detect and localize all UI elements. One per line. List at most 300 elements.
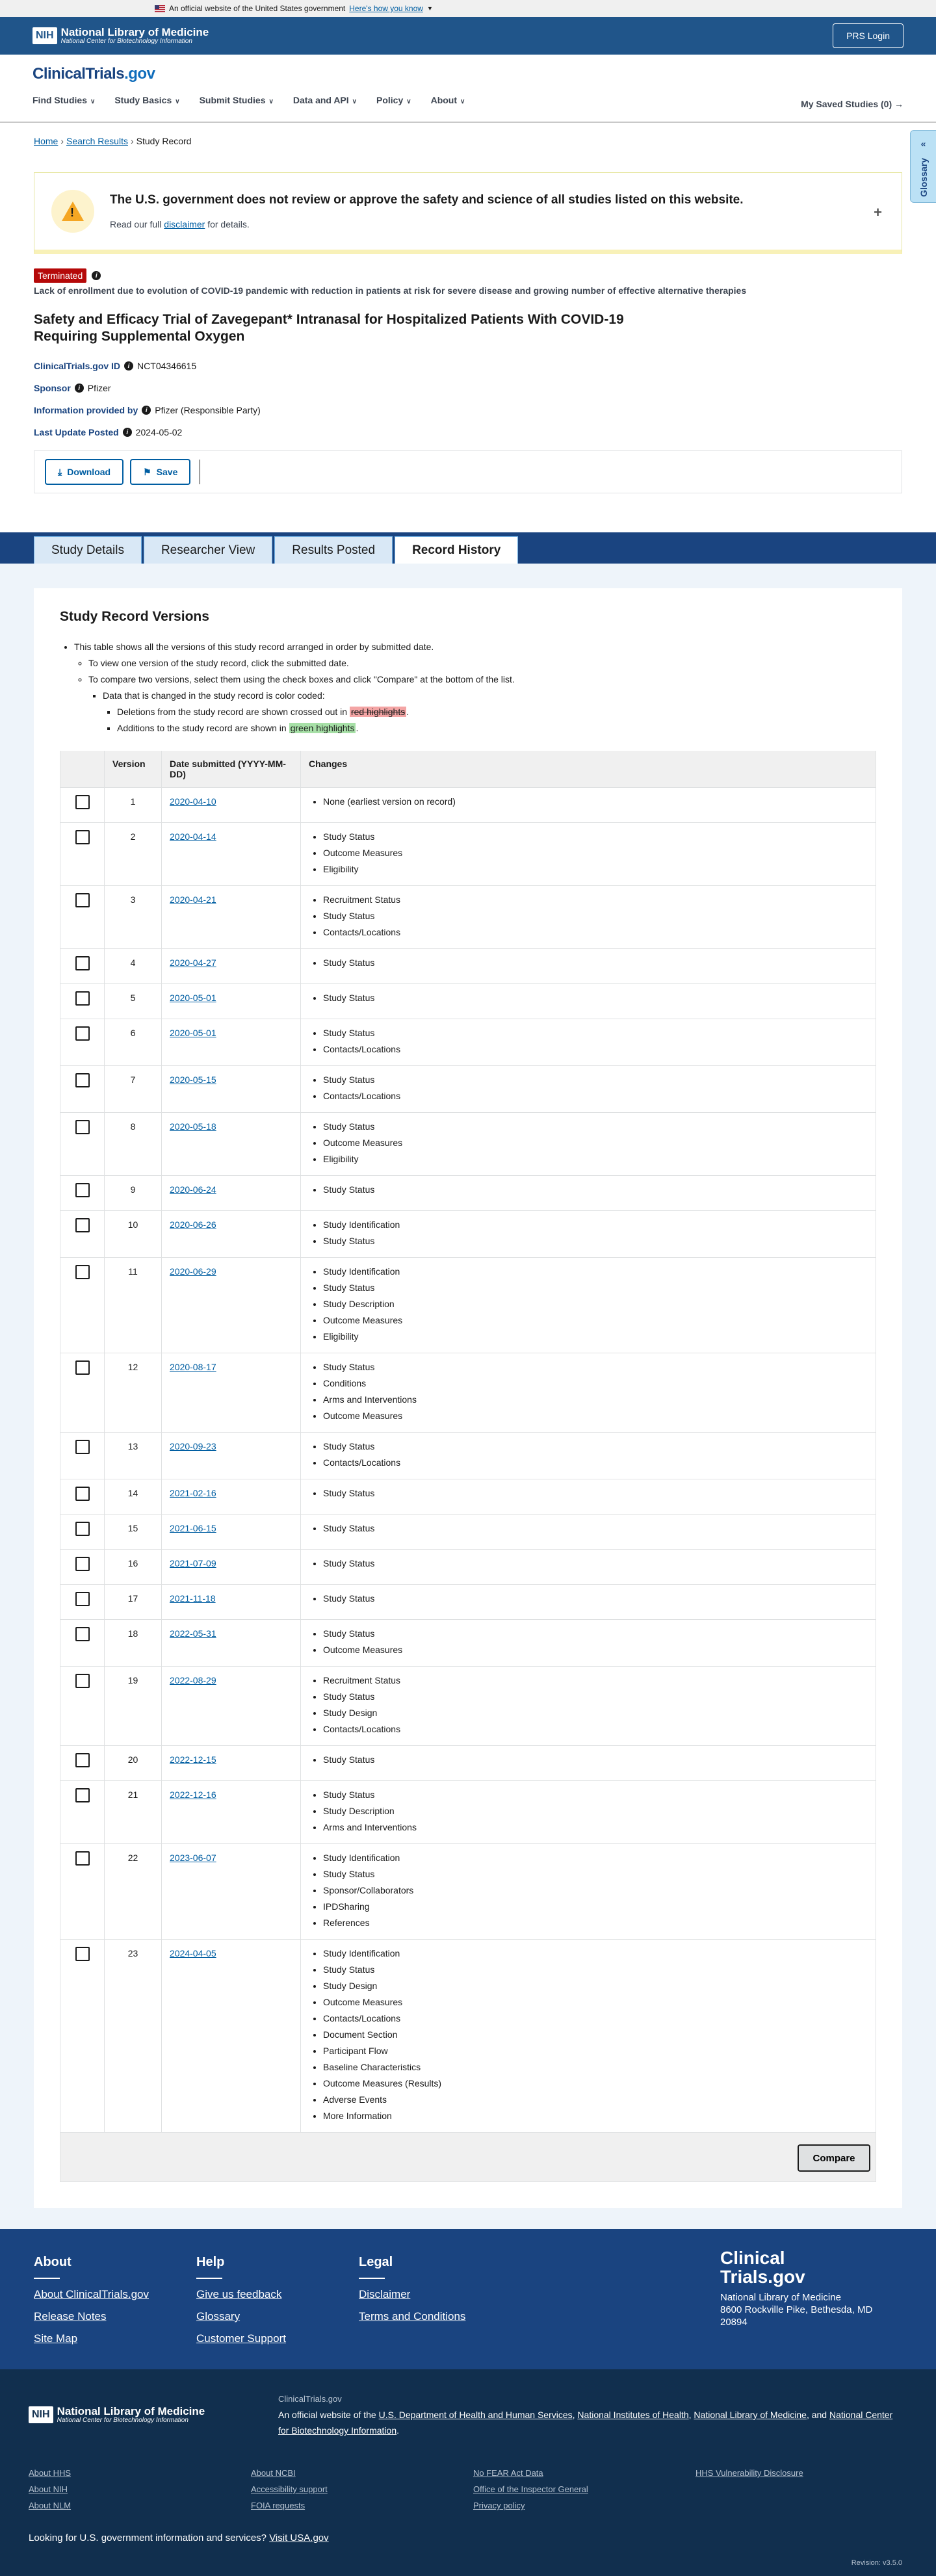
breadcrumb (0, 123, 936, 146)
date-cell (162, 949, 301, 984)
change-item: • Study Identification (323, 1850, 868, 1866)
version-date-link[interactable]: 2020-06-26 (170, 1219, 216, 1230)
status-badge: Terminated (34, 268, 86, 283)
version-number: 15 (105, 1515, 162, 1550)
version-date-link[interactable]: 2020-05-01 (170, 1028, 216, 1038)
usagov-line (29, 2532, 907, 2543)
table-row (60, 886, 876, 949)
version-checkbox[interactable] (75, 893, 90, 907)
breadcrumb-separator: › (130, 136, 134, 146)
table-row (60, 1940, 876, 2133)
change-item: • Study Status (323, 1787, 868, 1803)
version-date-link[interactable]: 2020-05-15 (170, 1074, 216, 1085)
footer-link[interactable]: Give us feedback (196, 2288, 282, 2300)
ncbi-subtitle: National Center for Biotechnology Information (60, 38, 192, 45)
green-highlight-sample: green highlights (290, 723, 355, 733)
compare-bar (60, 2133, 876, 2182)
version-checkbox[interactable] (75, 1487, 90, 1501)
download-icon: ⤓ (58, 466, 62, 477)
change-item: • Study Description (323, 1803, 868, 1819)
change-item: • Study Status (323, 1520, 868, 1537)
tab-study-details[interactable]: Study Details (34, 536, 142, 564)
about-ncbi-link[interactable]: About NCBI (251, 2468, 296, 2478)
nlm-logo[interactable] (32, 27, 209, 45)
version-number: 1 (105, 788, 162, 823)
version-checkbox[interactable] (75, 1265, 90, 1279)
version-checkbox[interactable] (75, 1753, 90, 1767)
chevron-down-icon: ∨ (460, 98, 465, 105)
change-item: • Participant Flow (323, 2043, 868, 2059)
date-cell (162, 788, 301, 823)
info-icon[interactable]: i (124, 361, 133, 371)
versions-table-body (60, 788, 876, 2133)
footer-link[interactable]: Site Map (34, 2332, 78, 2345)
change-item: • Outcome Measures (323, 1312, 868, 1329)
change-item: • Outcome Measures (323, 845, 868, 861)
version-date-link[interactable]: 2021-02-16 (170, 1488, 216, 1498)
last-update-value: 2024-05-02 (135, 427, 183, 437)
change-item: • IPDSharing (323, 1899, 868, 1915)
color-text: Data that is changed in the study record is color coded: (103, 690, 325, 701)
glossary-tab[interactable] (910, 130, 936, 203)
change-item: • Arms and Interventions (323, 1819, 868, 1836)
usagov-link[interactable]: Visit USA.gov (269, 2532, 329, 2543)
changes-cell (301, 1585, 876, 1620)
version-number: 10 (105, 1211, 162, 1258)
date-cell (162, 1781, 301, 1844)
instruction-additions: ▪ Additions to the study record are shown in green highlights . (117, 720, 876, 736)
row-checkbox-cell (60, 1353, 105, 1433)
table-row (60, 1211, 876, 1258)
table-row (60, 949, 876, 984)
sponsor-value: Pfizer (87, 383, 111, 393)
chevron-down-icon: ∨ (268, 98, 274, 105)
date-cell (162, 1019, 301, 1066)
row-checkbox-cell (60, 1940, 105, 2133)
change-item: • Document Section (323, 2027, 868, 2043)
changes-cell (301, 1515, 876, 1550)
row-checkbox-cell (60, 1176, 105, 1211)
record-versions-card (34, 588, 902, 2208)
usagov-text: Looking for U.S. government information and services? (29, 2532, 267, 2543)
version-date-link[interactable]: 2020-04-27 (170, 957, 216, 968)
changes-cell (301, 1353, 876, 1433)
version-checkbox[interactable] (75, 1120, 90, 1134)
version-number: 17 (105, 1585, 162, 1620)
download-button[interactable] (45, 459, 124, 485)
nav-study-basics[interactable] (114, 95, 179, 105)
versions-table (60, 751, 876, 2133)
brand-gov: .gov (124, 65, 155, 83)
tab-researcher-view[interactable]: Researcher View (144, 536, 272, 564)
nav-find-studies[interactable] (32, 95, 95, 105)
changes-cell (301, 1479, 876, 1515)
version-number: 2 (105, 823, 162, 886)
version-date-link[interactable]: 2022-05-31 (170, 1628, 216, 1639)
changes-cell (301, 1940, 876, 2133)
change-item: • Study Design (323, 1705, 868, 1721)
vulnerability-disclosure-link[interactable]: HHS Vulnerability Disclosure (696, 2468, 803, 2478)
version-date-link[interactable]: 2022-12-16 (170, 1789, 216, 1800)
version-checkbox[interactable] (75, 1627, 90, 1641)
version-date-link[interactable]: 2022-08-29 (170, 1675, 216, 1685)
table-row (60, 1746, 876, 1781)
breadcrumb-home[interactable]: Home (34, 136, 58, 146)
version-date-link[interactable]: 2020-08-17 (170, 1362, 216, 1372)
changes-cell (301, 1176, 876, 1211)
heres-how-you-know-link[interactable]: Here's how you know (349, 4, 423, 13)
date-cell (162, 1515, 301, 1550)
date-cell (162, 1433, 301, 1479)
changes-cell (301, 984, 876, 1019)
footer-help (196, 2255, 359, 2354)
version-date-link[interactable]: 2022-12-15 (170, 1754, 216, 1765)
nih-logo-mark: NIH (32, 27, 57, 44)
ncbi-subtitle: National Center for Biotechnology Information (57, 2417, 188, 2424)
row-checkbox-cell (60, 1844, 105, 1940)
row-checkbox-cell (60, 1479, 105, 1515)
change-item: • Study Status (323, 829, 868, 845)
save-button[interactable] (130, 459, 190, 485)
footer-logo-line1: Clinical (720, 2248, 785, 2268)
bookmark-icon: ⚑ (143, 466, 151, 477)
compare-button[interactable]: Compare (798, 2144, 870, 2172)
version-checkbox[interactable] (75, 830, 90, 844)
study-header (0, 254, 936, 437)
version-checkbox[interactable] (75, 1360, 90, 1375)
version-number: 4 (105, 949, 162, 984)
version-checkbox[interactable] (75, 956, 90, 970)
breadcrumb-current: Study Record (136, 136, 192, 146)
table-row (60, 1781, 876, 1844)
version-date-link[interactable]: 2020-04-21 (170, 894, 216, 905)
date-cell (162, 1479, 301, 1515)
info-icon[interactable]: i (142, 406, 151, 415)
footer-logo[interactable] (720, 2248, 872, 2286)
change-item: • None (earliest version on record) (323, 794, 868, 810)
instruction-deletions: ▪ Deletions from the study record are shown crossed out in red highlights . (117, 704, 876, 720)
version-date-link[interactable]: 2021-06-15 (170, 1523, 216, 1533)
accessibility-link[interactable]: Accessibility support (251, 2484, 328, 2494)
version-checkbox[interactable] (75, 1183, 90, 1197)
version-checkbox[interactable] (75, 1073, 90, 1087)
saved-label: My Saved Studies (0) (801, 99, 892, 109)
change-item: • Study Identification (323, 1217, 868, 1233)
sponsor-label: Sponsor (34, 383, 71, 393)
change-item: • Outcome Measures (323, 1642, 868, 1658)
info-icon[interactable]: i (75, 384, 84, 393)
table-row (60, 1844, 876, 1940)
row-checkbox-cell (60, 1746, 105, 1781)
additions-text: Additions to the study record are shown in (117, 723, 287, 733)
row-checkbox-cell (60, 1113, 105, 1176)
row-checkbox-cell (60, 788, 105, 823)
change-item: • Contacts/Locations (323, 1721, 868, 1737)
disclaimer-alert (34, 172, 902, 254)
breadcrumb-search-results[interactable]: Search Results (66, 136, 128, 146)
changes-cell (301, 949, 876, 984)
alert-text-before: Read our full (110, 219, 162, 229)
change-item: • Study Status (323, 990, 868, 1006)
brand-ct: ClinicalTrials (32, 65, 125, 83)
change-item: • Recruitment Status (323, 1672, 868, 1689)
version-number: 8 (105, 1113, 162, 1176)
row-checkbox-cell (60, 1585, 105, 1620)
nav-label: Data and API (292, 95, 349, 105)
version-date-link[interactable]: 2021-11-18 (170, 1593, 216, 1604)
footer-site-name: ClinicalTrials.gov (278, 2394, 342, 2404)
version-number: 18 (105, 1620, 162, 1667)
footer-agency-links (29, 2468, 907, 2510)
nav-label: About (430, 95, 458, 105)
date-cell (162, 1176, 301, 1211)
version-number: 3 (105, 886, 162, 949)
footer-link[interactable]: Glossary (196, 2310, 240, 2322)
change-item: • Outcome Measures (323, 1994, 868, 2010)
version-checkbox[interactable] (75, 1218, 90, 1232)
about-nih-link[interactable]: About NIH (29, 2484, 68, 2494)
version-number: 20 (105, 1746, 162, 1781)
nlm-link[interactable]: National Library of Medicine (694, 2410, 807, 2420)
version-number: 16 (105, 1550, 162, 1585)
why-stopped: Lack of enrollment due to evolution of COVID-19 pandemic with reduction in patients at risk for severe disease and growing number of effective alternative therapies (34, 285, 747, 296)
change-item: • Outcome Measures (323, 1135, 868, 1151)
table-row (60, 1585, 876, 1620)
ncbi-link[interactable]: National Center for Biotechnology Information (278, 2410, 893, 2436)
footer-nlm-logo[interactable] (29, 2391, 278, 2438)
info-provided-value: Pfizer (Responsible Party) (155, 405, 261, 415)
instruction-view: ◦ To view one version of the study record, click the submitted date. (88, 655, 876, 671)
date-cell (162, 1353, 301, 1433)
nih-link[interactable]: National Institutes of Health (577, 2410, 689, 2420)
version-date-link[interactable]: 2020-06-29 (170, 1266, 216, 1277)
change-item: • Study Status (323, 1438, 868, 1455)
change-item: • Study Status (323, 1555, 868, 1572)
nav-label: Policy (376, 95, 404, 105)
breadcrumb-separator: › (60, 136, 64, 146)
and-text: and (811, 2410, 827, 2420)
disclaimer-link[interactable]: disclaimer (164, 219, 205, 229)
row-checkbox-cell (60, 1620, 105, 1667)
row-checkbox-cell (60, 1258, 105, 1353)
footer-link[interactable]: Customer Support (196, 2332, 286, 2345)
last-update-label: Last Update Posted (34, 427, 119, 437)
change-item: • Contacts/Locations (323, 1041, 868, 1058)
privacy-policy-link[interactable]: Privacy policy (473, 2501, 525, 2510)
tab-record-history[interactable]: Record History (395, 536, 518, 564)
no-fear-act-link[interactable]: No FEAR Act Data (473, 2468, 543, 2478)
date-cell (162, 1585, 301, 1620)
nav-about[interactable] (431, 95, 465, 105)
version-checkbox[interactable] (75, 1440, 90, 1454)
version-date-link[interactable]: 2020-06-24 (170, 1184, 216, 1195)
change-item: • Study Status (323, 1025, 868, 1041)
change-item: • Study Status (323, 1119, 868, 1135)
info-provided-label: Information provided by (34, 405, 138, 415)
date-cell (162, 984, 301, 1019)
version-date-link[interactable]: 2020-05-18 (170, 1121, 216, 1132)
change-item: • Contacts/Locations (323, 2010, 868, 2027)
alert-title: The U.S. government does not review or approve the safety and science of all studies listed on this website. (110, 193, 744, 207)
info-icon[interactable]: i (92, 271, 101, 280)
table-row (60, 1479, 876, 1515)
footer-link[interactable]: Disclaimer (359, 2288, 411, 2300)
version-checkbox[interactable] (75, 1026, 90, 1041)
date-cell (162, 1113, 301, 1176)
changes-cell (301, 1844, 876, 1940)
address-line: 8600 Rockville Pike, Bethesda, MD (720, 2304, 873, 2315)
nav-label: Study Basics (114, 95, 172, 105)
table-row (60, 1066, 876, 1113)
info-icon[interactable]: i (123, 428, 132, 437)
change-item: • Outcome Measures (Results) (323, 2075, 868, 2092)
version-number: 11 (105, 1258, 162, 1353)
about-nlm-link[interactable]: About NLM (29, 2501, 72, 2510)
version-number: 23 (105, 1940, 162, 2133)
nav-label: Find Studies (32, 95, 87, 105)
change-item: • Contacts/Locations (323, 1455, 868, 1471)
changes-cell (301, 886, 876, 949)
nav-label: Submit Studies (199, 95, 266, 105)
nih-logo-mark: NIH (29, 2406, 53, 2423)
date-cell (162, 1550, 301, 1585)
change-item: • Study Status (323, 1962, 868, 1978)
change-item: • Eligibility (323, 1329, 868, 1345)
gov-banner-text: An official website of the United States government (169, 4, 346, 13)
row-checkbox-cell (60, 823, 105, 886)
action-bar (34, 450, 902, 493)
date-cell (162, 1746, 301, 1781)
expand-plus-icon[interactable]: + (874, 204, 882, 220)
change-item: • Study Status (323, 1866, 868, 1882)
version-checkbox[interactable] (75, 795, 90, 809)
hhs-link[interactable]: U.S. Department of Health and Human Services (378, 2410, 573, 2420)
footer-legal-title: Legal (359, 2255, 521, 2279)
version-checkbox[interactable] (75, 1851, 90, 1866)
my-saved-studies-link[interactable] (801, 99, 904, 109)
table-row (60, 1176, 876, 1211)
change-item: • Eligibility (323, 1151, 868, 1167)
row-checkbox-cell (60, 1781, 105, 1844)
date-cell (162, 1940, 301, 2133)
change-item: • Study Design (323, 1978, 868, 1994)
version-date-link[interactable]: 2020-05-01 (170, 993, 216, 1003)
version-number: 13 (105, 1433, 162, 1479)
footer-legal (359, 2255, 521, 2354)
change-item: • More Information (323, 2108, 868, 2124)
version-number: 21 (105, 1781, 162, 1844)
nlm-title: National Library of Medicine (60, 26, 209, 38)
version-date-link[interactable]: 2020-04-10 (170, 796, 216, 807)
change-item: • Conditions (323, 1375, 868, 1392)
glossary-label: Glossary (918, 158, 929, 197)
nav-policy[interactable] (376, 95, 411, 105)
table-row (60, 823, 876, 886)
nlm-title: National Library of Medicine (57, 2405, 205, 2417)
chevron-down-icon: ∨ (90, 98, 96, 105)
content-area (0, 564, 936, 2229)
change-item: • Study Description (323, 1296, 868, 1312)
row-checkbox-cell (60, 1066, 105, 1113)
footer-link[interactable]: Terms and Conditions (359, 2310, 466, 2322)
change-item: • Study Status (323, 1689, 868, 1705)
about-hhs-link[interactable]: About HHS (29, 2468, 72, 2478)
gov-banner (0, 0, 936, 17)
empty-cell (696, 2484, 918, 2494)
table-row (60, 1550, 876, 1585)
change-item: • Study Status (323, 908, 868, 924)
version-number: 9 (105, 1176, 162, 1211)
date-cell (162, 1667, 301, 1746)
changes-header: Changes (301, 751, 876, 788)
changes-cell (301, 1667, 876, 1746)
prs-login-button[interactable]: PRS Login (833, 23, 904, 48)
footer-logo-line2: Trials.gov (720, 2267, 805, 2287)
footer-link[interactable]: Release Notes (34, 2310, 107, 2322)
table-row (60, 1353, 876, 1433)
change-item: • Contacts/Locations (323, 1088, 868, 1104)
date-cell (162, 886, 301, 949)
date-cell (162, 1066, 301, 1113)
site-logo[interactable] (32, 55, 904, 83)
table-row (60, 1113, 876, 1176)
changes-cell (301, 1258, 876, 1353)
date-header: Date submitted (YYYY-MM-DD) (162, 751, 301, 788)
changes-cell (301, 1113, 876, 1176)
version-checkbox[interactable] (75, 1522, 90, 1536)
row-checkbox-cell (60, 1019, 105, 1066)
version-checkbox[interactable] (75, 1557, 90, 1571)
nav-submit-studies[interactable] (200, 95, 274, 105)
version-checkbox[interactable] (75, 1674, 90, 1688)
changes-cell (301, 1746, 876, 1781)
row-checkbox-cell (60, 1433, 105, 1479)
change-item: • Study Status (323, 1280, 868, 1296)
table-row (60, 1433, 876, 1479)
version-checkbox[interactable] (75, 991, 90, 1006)
chevron-down-icon: ∨ (352, 98, 357, 105)
changes-cell (301, 788, 876, 823)
us-flag-icon (155, 5, 165, 12)
row-checkbox-cell (60, 886, 105, 949)
site-header (0, 55, 936, 123)
version-date-link[interactable]: 2024-04-05 (170, 1948, 216, 1958)
tab-results-posted[interactable]: Results Posted (274, 536, 393, 564)
warning-icon (51, 190, 94, 233)
version-date-link[interactable]: 2020-04-14 (170, 831, 216, 842)
change-item: • Study Status (323, 1591, 868, 1607)
change-item: • Study Identification (323, 1945, 868, 1962)
version-date-link[interactable]: 2021-07-09 (170, 1558, 216, 1568)
version-date-link[interactable]: 2023-06-07 (170, 1853, 216, 1863)
nav-data-api[interactable] (293, 95, 357, 105)
changes-cell (301, 1550, 876, 1585)
foia-link[interactable]: FOIA requests (251, 2501, 306, 2510)
footer-link[interactable]: About ClinicalTrials.gov (34, 2288, 149, 2300)
change-item: • Outcome Measures (323, 1408, 868, 1424)
official-website-text: ClinicalTrials.gov An official website of the U.S. Department of Health and Human Services, National Institutes of Health, National Library of Medicine, and National Center for Biotechnology Information. (278, 2391, 893, 2438)
changes-cell (301, 1781, 876, 1844)
nct-id-label: ClinicalTrials.gov ID (34, 361, 121, 371)
version-checkbox[interactable] (75, 1592, 90, 1606)
chevron-down-icon: ∨ (175, 98, 180, 105)
inspector-general-link[interactable]: Office of the Inspector General (473, 2484, 588, 2494)
version-checkbox[interactable] (75, 1788, 90, 1802)
version-date-link[interactable]: 2020-09-23 (170, 1441, 216, 1451)
version-number: 12 (105, 1353, 162, 1433)
change-item: • Study Identification (323, 1264, 868, 1280)
version-checkbox[interactable] (75, 1947, 90, 1961)
